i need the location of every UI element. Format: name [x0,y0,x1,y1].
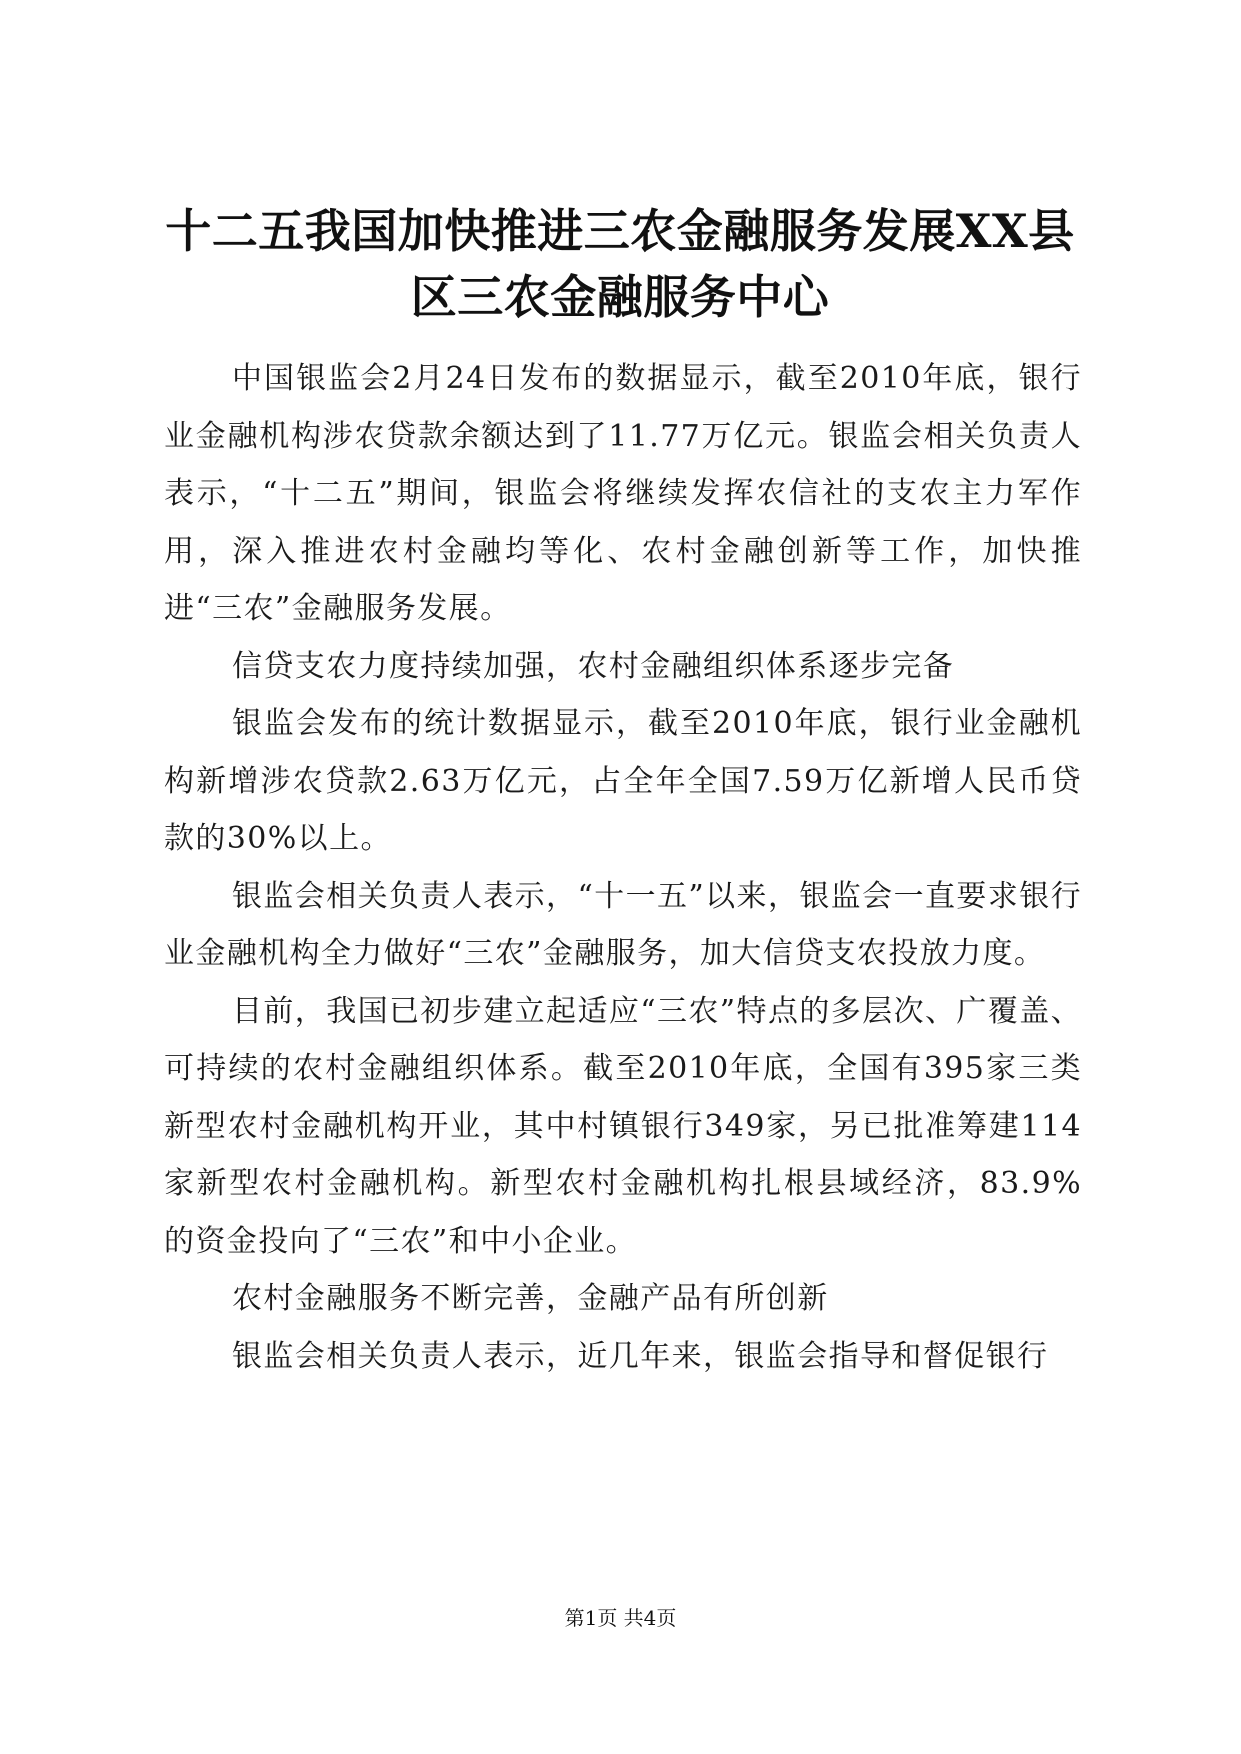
document-body [164,350,1082,1385]
title-line-1: 十二五我国加快推进三农金融服务发展XX县 [165,204,1075,258]
paragraph-4: 目前，我国已初步建立起适应“三农”特点的多层次、广覆盖、可持续的农村金融组织体系。截至2010年底，全国有395家三类新型农村金融机构开业，其中村镇银行349家，另已批准筹建114家新型农村金融机构。新型农村金融机构扎根县域经济，83.9%的资金投向了“三农”和中小企业。 [164,993,1082,1259]
paragraph-5: 银监会相关负责人表示，近几年来，银监会指导和督促银行 [232,1338,1049,1374]
paragraph-1: 中国银监会2月24日发布的数据显示，截至2010年底，银行业金融机构涉农贷款余额达到了11.77万亿元。银监会相关负责人表示，“十二五”期间，银监会将继续发挥农信社的支农主力军作用，深入推进农村金融均等化、农村金融创新等工作，加快推进“三农”金融服务发展。 [164,361,1082,626]
paragraph-2: 银监会发布的统计数据显示，截至2010年底，银行业金融机构新增涉农贷款2.63万亿元，占全年全国7.59万亿新增人民币贷款的30%以上。 [164,706,1082,856]
section-heading-2: 农村金融服务不断完善，金融产品有所创新 [232,1281,829,1316]
document-title [150,198,1090,330]
paragraph-3: 银监会相关负责人表示，“十一五”以来，银监会一直要求银行业金融机构全力做好“三农”金融服务，加大信贷支农投放力度。 [164,878,1082,971]
section-heading-1: 信贷支农力度持续加强，农村金融组织体系逐步完备 [232,648,955,684]
page-number-footer: 第1页 共4页 [564,1606,677,1630]
title-line-2: 区三农金融服务中心 [410,270,830,324]
